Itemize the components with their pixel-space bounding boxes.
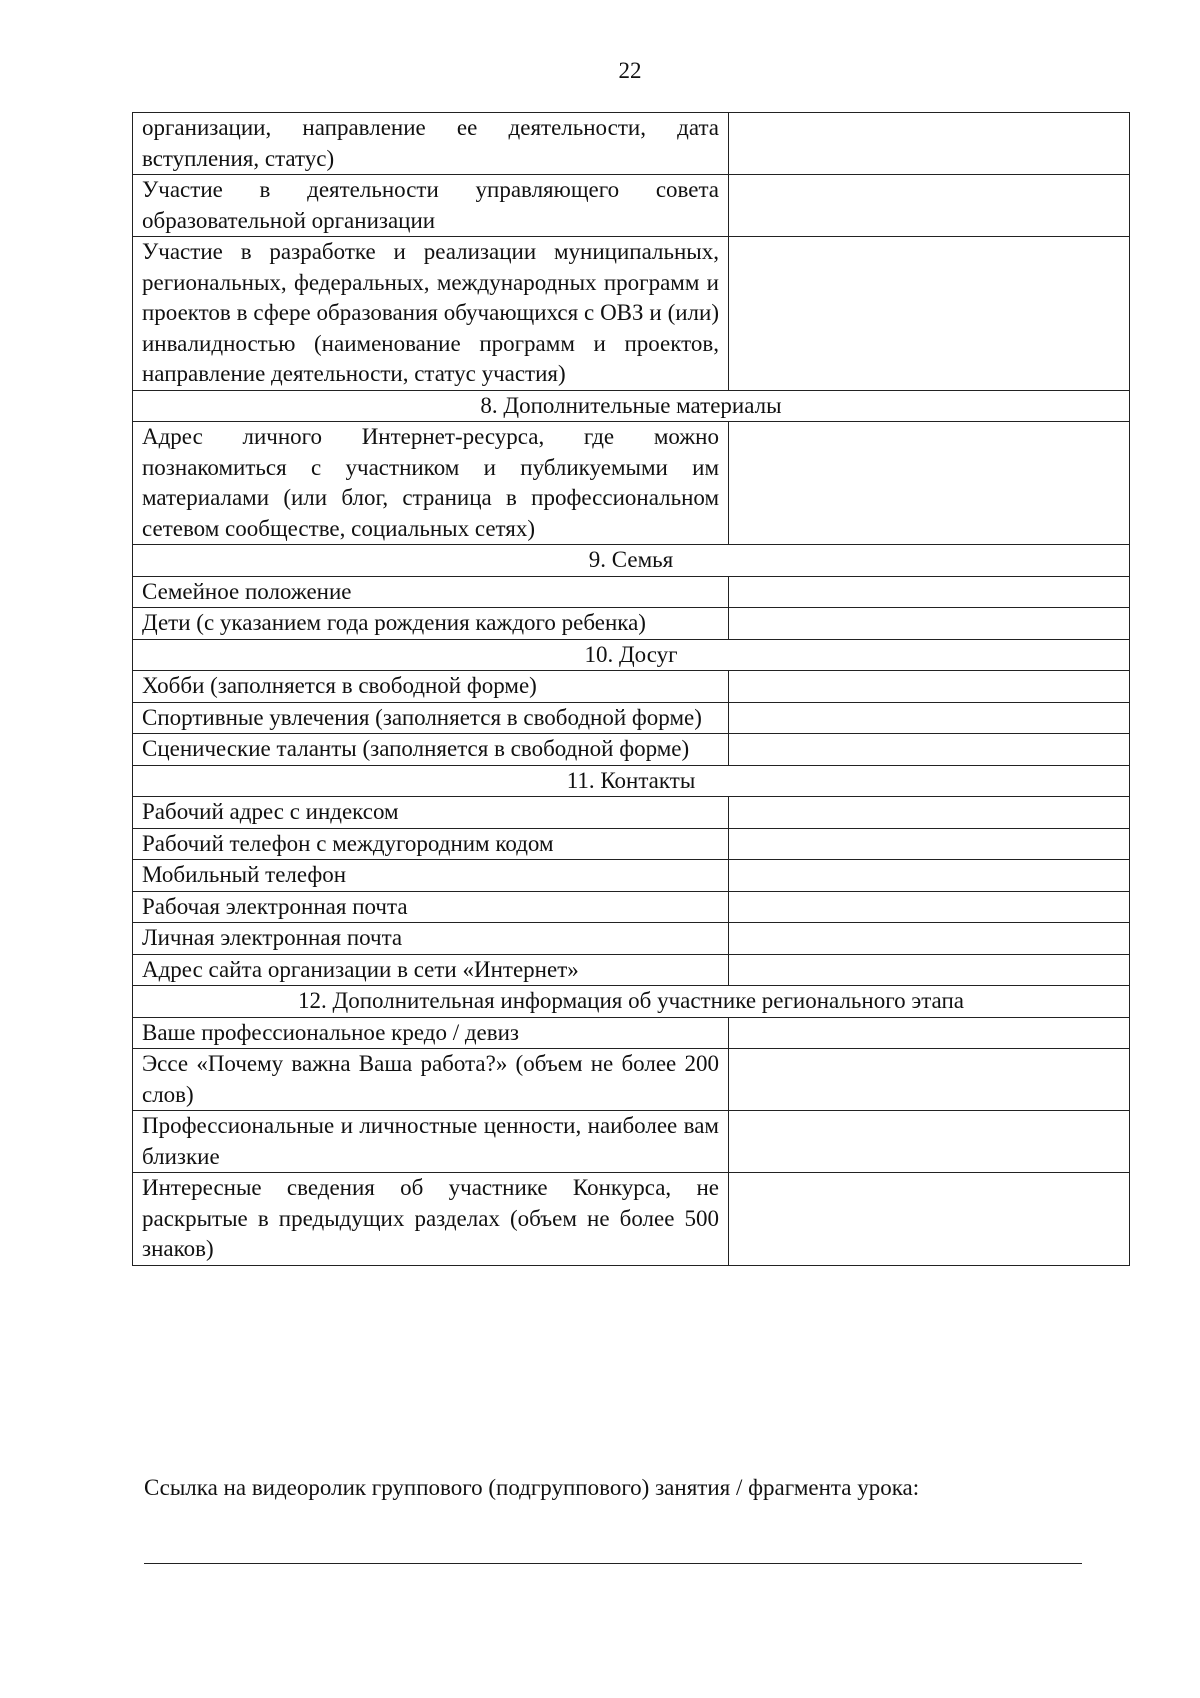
field-value-cell[interactable] (729, 1111, 1130, 1173)
section-title: 8. Дополнительные материалы (133, 390, 1130, 422)
field-value-cell[interactable] (729, 828, 1130, 860)
section-header-row (133, 765, 1130, 797)
field-value-cell[interactable] (729, 1017, 1130, 1049)
field-value-cell[interactable] (729, 608, 1130, 640)
section-title: 9. Семья (133, 545, 1130, 577)
field-label: Интересные сведения об участнике Конкурса, не раскрытые в предыдущих разделах (объем не более 500 знаков) (133, 1173, 729, 1266)
form-row (133, 891, 1130, 923)
form-row (133, 671, 1130, 703)
field-value-cell[interactable] (729, 113, 1130, 175)
field-label: Адрес сайта организации в сети «Интернет» (133, 954, 729, 986)
field-value-cell[interactable] (729, 734, 1130, 766)
section-header-row (133, 545, 1130, 577)
form-row (133, 1111, 1130, 1173)
field-label: Спортивные увлечения (заполняется в свободной форме) (133, 702, 729, 734)
form-row (133, 113, 1130, 175)
section-header-row (133, 986, 1130, 1018)
field-value-cell[interactable] (729, 1049, 1130, 1111)
form-row (133, 860, 1130, 892)
form-row (133, 608, 1130, 640)
form-row (133, 175, 1130, 237)
form-row (133, 797, 1130, 829)
field-value-cell[interactable] (729, 671, 1130, 703)
field-value-cell[interactable] (729, 702, 1130, 734)
section-title: 10. Досуг (133, 639, 1130, 671)
field-value-cell[interactable] (729, 175, 1130, 237)
field-label: Эссе «Почему важна Ваша работа?» (объем не более 200 слов) (133, 1049, 729, 1111)
form-row (133, 576, 1130, 608)
form-row (133, 923, 1130, 955)
field-label: организации, направление ее деятельности, дата вступления, статус) (133, 113, 729, 175)
field-value-cell[interactable] (729, 891, 1130, 923)
field-label: Сценические таланты (заполняется в свободной форме) (133, 734, 729, 766)
field-value-cell[interactable] (729, 797, 1130, 829)
form-row (133, 1017, 1130, 1049)
field-label: Рабочий адрес с индексом (133, 797, 729, 829)
field-label: Участие в деятельности управляющего совета образовательной организации (133, 175, 729, 237)
form-row (133, 734, 1130, 766)
participant-form-table (132, 112, 1130, 1266)
field-value-cell[interactable] (729, 576, 1130, 608)
section-title: 11. Контакты (133, 765, 1130, 797)
field-value-cell[interactable] (729, 860, 1130, 892)
field-label: Рабочая электронная почта (133, 891, 729, 923)
form-row (133, 954, 1130, 986)
field-value-cell[interactable] (729, 954, 1130, 986)
field-label: Семейное положение (133, 576, 729, 608)
section-title: 12. Дополнительная информация об участнике регионального этапа (133, 986, 1130, 1018)
page-number: 22 (618, 58, 642, 83)
video-link-label: Ссылка на видеоролик группового (подгруппового) занятия / фрагмента урока: (144, 1475, 920, 1500)
field-label: Рабочий телефон с междугородним кодом (133, 828, 729, 860)
field-label: Хобби (заполняется в свободной форме) (133, 671, 729, 703)
field-label: Дети (с указанием года рождения каждого ребенка) (133, 608, 729, 640)
form-row (133, 1049, 1130, 1111)
field-label: Адрес личного Интернет-ресурса, где можно познакомиться с участником и публикуемыми им материалами (или блог, страница в профессиональном сетевом сообществе, социальных сетях) (133, 422, 729, 545)
form-row (133, 702, 1130, 734)
field-label: Личная электронная почта (133, 923, 729, 955)
field-value-cell[interactable] (729, 422, 1130, 545)
section-header-row (133, 390, 1130, 422)
form-row (133, 237, 1130, 391)
video-link-input-line[interactable] (144, 1563, 1082, 1564)
field-label: Мобильный телефон (133, 860, 729, 892)
field-label: Ваше профессиональное кредо / девиз (133, 1017, 729, 1049)
field-value-cell[interactable] (729, 237, 1130, 391)
field-label: Участие в разработке и реализации муниципальных, региональных, федеральных, международных программ и проектов в сфере образования обучающихся с ОВЗ и (или) инвалидностью (наименование программ и проектов, направление деятельности, статус участия) (133, 237, 729, 391)
field-label: Профессиональные и личностные ценности, наиболее вам близкие (133, 1111, 729, 1173)
field-value-cell[interactable] (729, 1173, 1130, 1266)
form-row (133, 828, 1130, 860)
form-row (133, 422, 1130, 545)
section-header-row (133, 639, 1130, 671)
field-value-cell[interactable] (729, 923, 1130, 955)
form-row (133, 1173, 1130, 1266)
